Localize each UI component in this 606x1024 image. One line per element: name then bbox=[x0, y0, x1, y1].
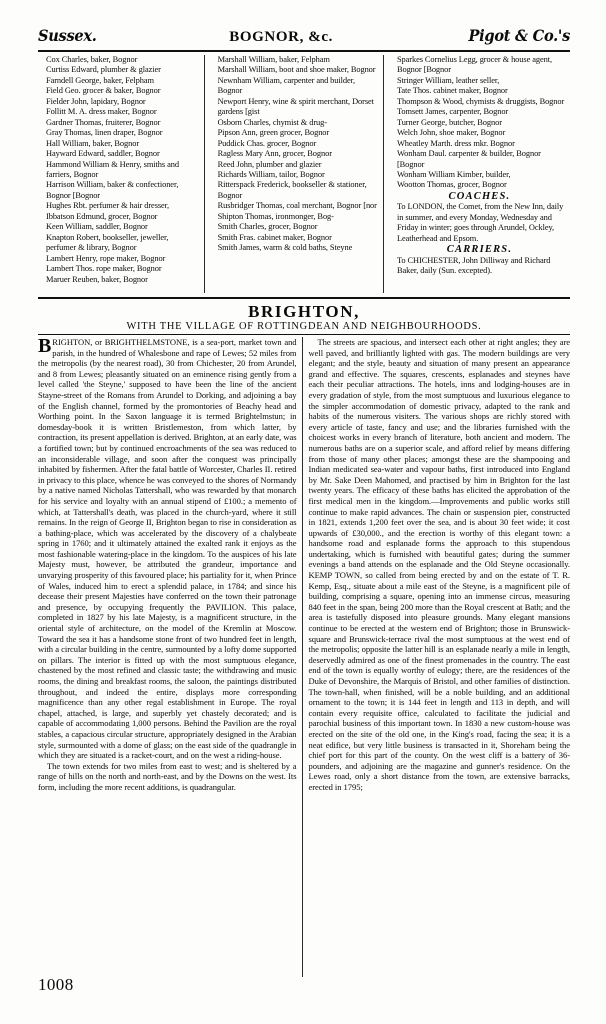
list-item: Turner George, butcher, Bognor bbox=[396, 117, 502, 127]
list-item: Smith Charles, grocer, Bognor bbox=[217, 222, 318, 232]
running-head-county: Sussex. bbox=[38, 26, 97, 45]
article-column-left bbox=[38, 337, 302, 977]
list-item: Sparkes Cornelius Legg, grocer & house agent, Bognor [Bognor bbox=[396, 55, 552, 75]
coaches-heading: COACHES. bbox=[448, 190, 511, 202]
list-item: Marshall William, baker, Felpham bbox=[217, 55, 330, 64]
drop-cap: B bbox=[38, 335, 52, 357]
article-divider-rule bbox=[38, 297, 570, 299]
list-item: Pipson Ann, green grocer, Bognor bbox=[217, 128, 330, 138]
carriers-heading: CARRIERS. bbox=[446, 244, 513, 256]
paragraph bbox=[38, 337, 297, 761]
list-item: Ibbatson Edmund, grocer, Bognor bbox=[46, 211, 158, 221]
directory-column-2 bbox=[204, 55, 383, 293]
list-item: Richards William, tailor, Bognor bbox=[217, 169, 325, 179]
paragraph: The town extends for two miles from east to west; and is sheltered by a range of hills on the north and north-east, and by the Downs on the west. Its form, including the more recent additions, is quadrangular. bbox=[38, 760, 297, 792]
list-item: Smith Fras. cabinet maker, Bognor bbox=[217, 232, 332, 242]
directory-listings bbox=[38, 55, 570, 293]
paragraph-text: RIGHTON, or BRIGHTHELMSTONE, is a sea-port, market town and parish, in the hundred of Whalesbone and rape of Lewes; 52 miles from the metropolis (by the nearest road), 30 from Chichester, 20 from Arundel, and 8 from Lewes; pleasantly situated on an eminence rising gently from a level called 'the Steyne,' supposed to have been the line of the ancient Stayne-street of the Romans from Arundel to Dorking, and adjoining a bay of the English channel, formed by the promontories of Beachy head and Worthing point. In the Saxon language it is termed Brightelmstun; in domesday-book it is written Bristlemeston, from which latter, by contraction, its present appellation is derived. Brighton, at an early date, was a fortified town; but by continued encroachments of the sea was reduced to an inconsiderable village, and soon after the conquest was principally inhabited by fishermen. After the fatal battle of Worcester, Charles II. retired in privacy to this place, whence he was conveyed to the shores of Normandy by a native named Nicholas Tattershall, who was rewarded by that monarch for his service and loyalty with an annual stipend of £100.; a memento of which, at Tattershall's death, was placed in the church-yard, where it still remains. In the reign of George II, Brighton began to rise in consideration as a bathing-place, which was accelerated by the discovery of a chalybeate spring in 1760; and it ultimately attained the exalted rank it enjoys as the most fashionable watering-place in the kingdom. To the auspices of his late Majesty must, however, be attributed the grandeur, importance and unvarying prosperity of this favoured place; his partiality for it, when Prince of Wales, induced him to erect a splendid palace, in 1784; and since his decease their present Majesties have conferred on the town their patronage and presence, by occupying frequently the PAVILION. This palace, completed in 1827 by his late Majesty, is a magnificent structure, in the oriental style of architecture, on the model of the Kremlin at Moscow. Toward the sea it has a handsome stone front of two hundred feet in length, with a circular building in the centre, surmounted by a lofty dome supported on pillars. The interior is fitted up with the most sumptuous elegance, chastened by the most refined and classic taste; the withdrawing and music rooms, the dining and breakfast rooms, the saloon, the paintings distributed throughout, and indeed the entire, displays more corresponding magnificence than any other regal establishment in Europe. The royal chapel, attached, is large, and superbly yet chastely decorated; and is capable of accommodating 1,000 persons. Behind the Pavilion are the royal stables, a capacious circular structure, appropriately designed in the Arabian style, surmounted with a dome of glass; on the east side of the quadrangle in which they are situated is a racket-court, and on the west a riding-house. bbox=[38, 337, 297, 761]
carrier-entry: To CHICHESTER, John Dilliway and Richard Baker, daily (Sun. excepted). bbox=[396, 255, 551, 276]
directory-column-1 bbox=[38, 55, 204, 293]
list-item: Wonham William Kimber, builder, bbox=[396, 169, 511, 179]
list-item: Farndell George, baker, Felpham bbox=[46, 75, 154, 85]
list-item: Shipton Thomas, ironmonger, Bog- bbox=[217, 211, 334, 221]
list-item: Wonham Daul. carpenter & builder, Bognor [Bognor bbox=[396, 149, 541, 169]
list-item: Hammond William & Henry, smiths and farriers, Bognor bbox=[46, 159, 179, 179]
list-item: Keen William, saddler, Bognor bbox=[46, 222, 148, 232]
list-item: Newport Henry, wine & spirit merchant, Dorset gardens [gist bbox=[217, 96, 374, 117]
directory-column-3 bbox=[383, 55, 570, 293]
subtitle-rule bbox=[38, 334, 570, 335]
list-item: Marshall William, boot and shoe maker, Bognor bbox=[217, 65, 376, 75]
article-subtitle: WITH THE VILLAGE OF ROTTINGDEAN AND NEIGHBOURHOODS. bbox=[126, 321, 482, 332]
list-item: Lambert Henry, rope maker, Bognor bbox=[46, 253, 166, 263]
list-item: Puddick Chas. grocer, Bognor bbox=[217, 138, 317, 148]
list-item: Ragless Mary Ann, grocer, Bognor bbox=[217, 149, 332, 159]
list-item: Hughes Rbt. perfumer & hair dresser, bbox=[46, 201, 170, 211]
list-item: Reed John, plumber and glazier bbox=[217, 159, 322, 169]
list-item: Cox Charles, baker, Bognor bbox=[46, 55, 138, 64]
article-body bbox=[38, 337, 570, 977]
list-item: Harrison William, baker & confectioner, Bognor [Bognor bbox=[46, 180, 179, 200]
list-item: Hall William, baker, Bognor bbox=[46, 138, 140, 148]
running-head bbox=[38, 26, 570, 48]
page-number: 1008 bbox=[38, 975, 74, 994]
list-item: Gray Thomas, linen draper, Bognor bbox=[46, 128, 163, 138]
list-item: Lambert Thos. rope maker, Bognor bbox=[46, 264, 162, 274]
running-head-title: BOGNOR, &c. bbox=[229, 29, 333, 45]
list-item: Welch John, shoe maker, Bognor bbox=[396, 128, 506, 138]
running-head-publisher: Pigot & Co.'s bbox=[468, 26, 570, 45]
list-item: Follitt M. A. dress maker, Bognor bbox=[46, 107, 157, 117]
list-item: Rusbridger Thomas, coal merchant, Bognor [nor bbox=[217, 201, 377, 211]
list-item: Wheatley Marth. dress mkr. Bognor bbox=[396, 138, 515, 148]
coach-entry: To LONDON, the Comet, from the New Inn, daily in summer, and every Monday, Wednesday and Friday in winter; goes through Arundel, Ockley, Leatherhead and Epsom. bbox=[396, 202, 564, 243]
list-item: Tate Thos. cabinet maker, Bognor bbox=[396, 86, 508, 96]
list-item: Tomsett James, carpenter, Bognor bbox=[396, 107, 509, 117]
article-column-right bbox=[302, 337, 570, 977]
list-item: Curtiss Edward, plumber & glazier bbox=[46, 65, 161, 75]
list-item: Fielder John, lapidary, Bognor bbox=[46, 96, 146, 106]
header-rule bbox=[38, 50, 570, 52]
list-item: Smith James, warm & cold baths, Steyne bbox=[217, 243, 353, 253]
list-item: Newnham William, carpenter and builder, Bognor bbox=[217, 75, 356, 96]
list-item: Gardner Thomas, fruiterer, Bognor bbox=[46, 117, 161, 127]
list-item: Hayward Edward, saddler, Bognor bbox=[46, 149, 160, 159]
paragraph: The streets are spacious, and intersect each other at right angles; they are well paved, and brilliantly lighted with gas. The modern buildings are very elegant; and the style, beauty and situation of many present an appearance grand and effective. The squares, crescents, esplanades and steynes have each their peculiar attractions. The hotels, inns and lodging-houses are in every gradation of style, from the most sumptuous and luxurious elegance to the simpler accommodation of domestic privacy, adapted to the rank and habits of the numerous visiters. The various shops are richly stored with every article of taste, fancy and use; and the libraries furnished with the choicest works in every branch of literature, both ancient and modern. The numerous baths are on a superior scale, and afford relief by means differing from those of many other places; amongst these are the shampooing and Indian medicated sea-water and vapour baths, first introduced into England by Mr. Sake Deen Mahomed, and practised by him in Brighton for the last twenty years. The efficacy of these baths has elicited the approbation of the first medical men in the kingdom.—Improvements and public works still continue to make rapid advances. The chain or suspension pier, constructed in 1821, extends 1,200 feet over the sea, and is about 30 feet wide; it cost upwards of £30,000., and the erection is worthy of this elegant town: a handsome road and esplanade forms the approach to this stupendous undertaking, which is furnished with beautiful gates; during the summer evenings a band attends on the esplanade and the Old Steyne occasionally. KEMP TOWN, so called from being erected by and on the estate of T. R. Kemp, Esq., situate about a mile east of the Steyne, is a magnificent pile of building, comprising a square, opening into an immense circus, measuring 840 feet in the span, being 200 more than the Royal crescent at Bath; and the area is tastefully disposed into pleasure grounds. Many elegant mansions continue to be erected at the western end of Brighton; those in Brunswick-square and Brunswick-terrace rival the most sumptuous at the west end of the metropolis; opposite the latter hill is an esplanade nearly a mile in length, deservedly admired as one of the finest promenades in the country. The east end of the town is equally worthy of eulogy; there, are the residences of the Duke of Devonshire, the Marquis of Bristol, and other families of distinction. The town-hall, when finished, will be a noble building, and an additional ornament to the town; it is 144 feet in length and 113 in depth, and will contain every requisite office, calculated to facilitate the judicial and parochial business of this important town. In 1830 a new custom-house was erected on the site of the old one, in the King's road, facing the sea; it is a neat edifice, but very little business is transacted in it, Shoreham being the chief port for this part of the county. On the west cliff is a battery of 36-pounders, and adjoining are the magazine and gunner's residence. On the Lewes road, only a short distance from the town, are extensive barracks, erected in 1795; bbox=[308, 337, 570, 792]
list-item: Field Geo. grocer & baker, Bognor bbox=[46, 86, 161, 96]
list-item: Wootton Thomas, grocer, Bognor bbox=[396, 180, 507, 190]
list-item: Osborn Charles, chymist & drug- bbox=[217, 117, 327, 127]
list-item: Ritterspack Frederick, bookseller & stationer, Bognor bbox=[217, 180, 367, 200]
list-item: Thompson & Wood, chymists & druggists, Bognor bbox=[396, 96, 565, 106]
list-item: Stringer William, leather seller, bbox=[396, 75, 500, 85]
article-title: BRIGHTON, bbox=[248, 302, 360, 321]
list-item: Maruer Reuben, baker, Bognor bbox=[46, 274, 148, 284]
list-item: Knapton Robert, bookseller, jeweller, perfumer & library, Bognor bbox=[46, 232, 169, 253]
